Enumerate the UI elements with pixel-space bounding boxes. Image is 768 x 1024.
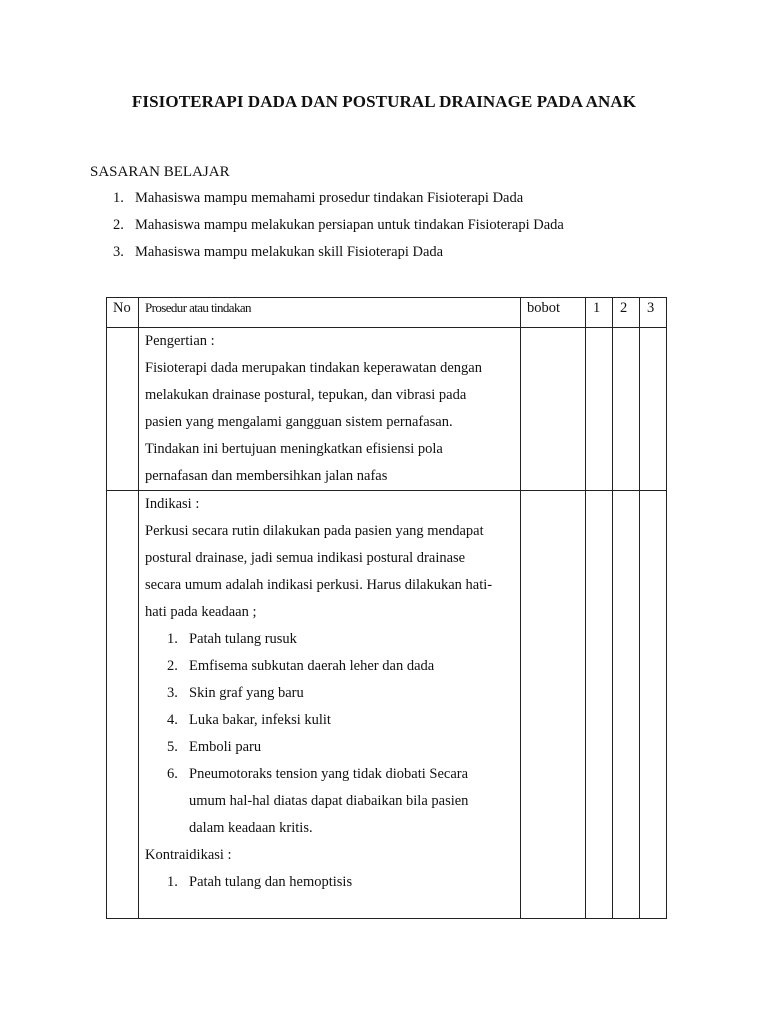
list-number: 4. xyxy=(167,712,178,728)
text-line: umum hal-hal diatas dapat diabaikan bila pasien xyxy=(189,793,469,809)
list-text: Emfisema subkutan daerah leher dan dada xyxy=(189,658,435,674)
text-line: pasien yang mengalami gangguan sistem pernafasan. xyxy=(145,414,453,430)
list-item xyxy=(113,244,564,271)
list-item xyxy=(113,190,564,217)
list-item xyxy=(145,869,512,896)
header-score-2: 2 xyxy=(613,298,640,328)
table-row xyxy=(107,328,667,491)
cell-no xyxy=(107,328,139,491)
list-item xyxy=(145,653,512,680)
list-item xyxy=(145,707,512,734)
text-line: melakukan drainase postural, tepukan, dan vibrasi pada xyxy=(145,387,467,403)
list-text: Patah tulang rusuk xyxy=(189,631,297,647)
list-text: Mahasiswa mampu melakukan skill Fisioterapi Dada xyxy=(135,244,444,260)
text-line: Fisioterapi dada merupakan tindakan keperawatan dengan xyxy=(145,360,482,376)
list-item xyxy=(113,217,564,244)
list-number: 1. xyxy=(167,631,178,647)
list-number: 1. xyxy=(113,190,124,206)
text-line: pernafasan dan membersihkan jalan nafas xyxy=(145,468,388,484)
cell-score-2 xyxy=(613,328,640,491)
cell-procedure xyxy=(139,328,521,491)
header-score-3: 3 xyxy=(640,298,667,328)
list-text: Skin graf yang baru xyxy=(189,685,304,701)
learning-goals-heading: SASARAN BELAJAR xyxy=(90,164,230,180)
list-number: 3. xyxy=(113,244,124,260)
text-line: secara umum adalah indikasi perkusi. Harus dilakukan hati- xyxy=(145,577,493,593)
table-header-row xyxy=(107,298,667,328)
list-item xyxy=(145,626,512,653)
header-no: No xyxy=(107,298,139,328)
list-text: Emboli paru xyxy=(189,739,262,755)
header-score-1: 1 xyxy=(586,298,613,328)
list-item xyxy=(145,680,512,707)
section-heading: Kontraidikasi : xyxy=(145,847,232,863)
cell-score-2 xyxy=(613,491,640,919)
learning-goals-list xyxy=(113,190,564,271)
cell-bobot xyxy=(521,491,586,919)
list-text: Patah tulang dan hemoptisis xyxy=(189,874,353,890)
cell-procedure xyxy=(139,491,521,919)
list-number: 3. xyxy=(167,685,178,701)
cell-score-3 xyxy=(640,491,667,919)
cell-score-1 xyxy=(586,328,613,491)
list-item xyxy=(145,734,512,761)
text-line: Tindakan ini bertujuan meningkatkan efisiensi pola xyxy=(145,441,443,457)
cell-bobot xyxy=(521,328,586,491)
cell-no xyxy=(107,491,139,919)
list-number: 2. xyxy=(167,658,178,674)
section-heading: Pengertian : xyxy=(145,333,215,349)
text-line: Perkusi secara rutin dilakukan pada pasien yang mendapat xyxy=(145,523,484,539)
list-number: 2. xyxy=(113,217,124,233)
header-bobot: bobot xyxy=(521,298,586,328)
list-number: 6. xyxy=(167,766,178,782)
text-line: postural drainase, jadi semua indikasi postural drainase xyxy=(145,550,466,566)
section-heading: Indikasi : xyxy=(145,496,200,512)
table-row xyxy=(107,491,667,919)
text-line: Pneumotoraks tension yang tidak diobati Secara xyxy=(189,766,469,782)
contraindication-list xyxy=(145,869,512,896)
list-text: Mahasiswa mampu melakukan persiapan untuk tindakan Fisioterapi Dada xyxy=(135,217,564,233)
list-text: Mahasiswa mampu memahami prosedur tindakan Fisioterapi Dada xyxy=(135,190,524,206)
document-title: FISIOTERAPI DADA DAN POSTURAL DRAINAGE PADA ANAK xyxy=(131,92,637,111)
indication-list xyxy=(145,626,512,842)
list-text xyxy=(189,761,512,842)
list-item xyxy=(145,761,512,842)
list-text: Luka bakar, infeksi kulit xyxy=(189,712,331,728)
cell-score-3 xyxy=(640,328,667,491)
procedure-checklist-table xyxy=(106,297,667,919)
list-number: 1. xyxy=(167,874,178,890)
text-line: dalam keadaan kritis. xyxy=(189,820,313,836)
header-procedure: Prosedur atau tindakan xyxy=(139,298,521,328)
cell-score-1 xyxy=(586,491,613,919)
text-line: hati pada keadaan ; xyxy=(145,604,257,620)
list-number: 5. xyxy=(167,739,178,755)
